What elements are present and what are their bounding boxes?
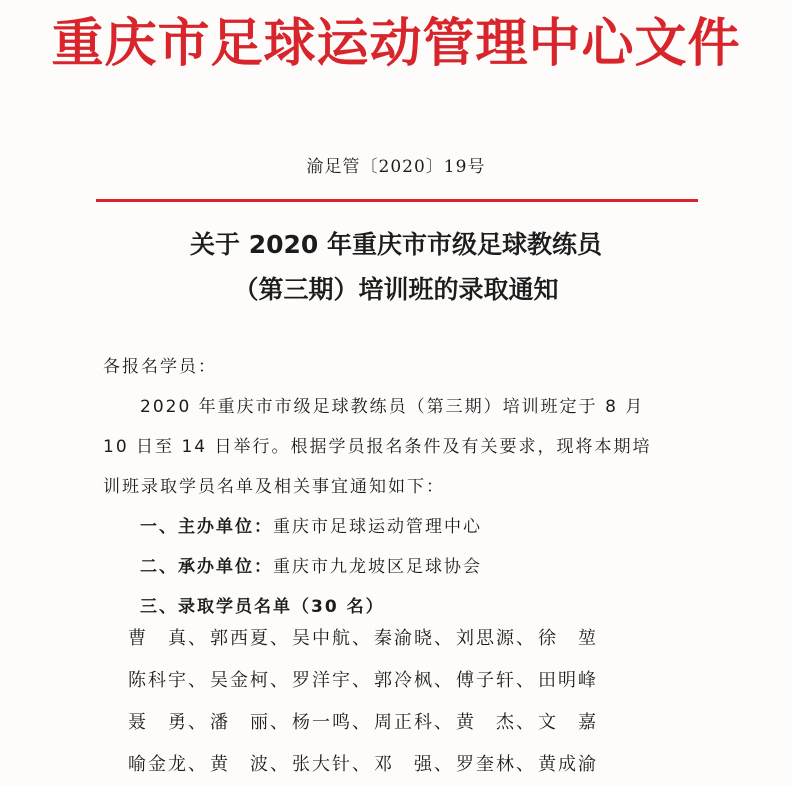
paragraph-line-1: 2020 年重庆市市级足球教练员（第三期）培训班定于 8 月 [140, 397, 645, 417]
red-divider-line [96, 199, 698, 202]
org-header-title: 重庆市足球运动管理中心文件 [51, 14, 741, 74]
notice-title-line2: （第三期）培训班的录取通知 [233, 275, 559, 304]
student-name: 黄成渝 [538, 754, 598, 775]
section-organizer-label: 一、主办单位： [140, 517, 273, 537]
section-organizer [140, 512, 740, 537]
student-name: 周正科、 [374, 712, 454, 733]
student-name: 刘思源、 [456, 628, 536, 649]
paragraph-line-3: 训班录取学员名单及相关事宜通知如下： [103, 477, 445, 497]
student-name: 潘 丽、 [210, 712, 290, 733]
student-name: 秦渝晓、 [374, 628, 454, 649]
student-name: 罗洋宇、 [292, 670, 372, 691]
student-name: 邓 强、 [374, 754, 454, 775]
student-name: 文 嘉 [538, 712, 598, 733]
student-name: 吴金柯、 [210, 670, 290, 691]
student-row [128, 618, 620, 660]
paragraph-line-2: 10 日至 14 日举行。根据学员报名条件及有关要求，现将本期培 [103, 437, 652, 457]
section-host [140, 552, 740, 577]
section-student-list-heading: 三、录取学员名单（30 名） [140, 597, 385, 617]
student-row [128, 660, 620, 702]
student-name: 杨一鸣、 [292, 712, 372, 733]
section-host-label: 二、承办单位： [140, 557, 273, 577]
student-name: 黄 杰、 [456, 712, 536, 733]
student-name: 黄 波、 [210, 754, 290, 775]
student-name: 徐 堃 [538, 628, 598, 649]
notice-title [0, 222, 792, 312]
section-organizer-value: 重庆市足球运动管理中心 [273, 517, 482, 537]
student-name: 郭冷枫、 [374, 670, 454, 691]
student-name: 郭西夏、 [210, 628, 290, 649]
student-row [128, 702, 620, 744]
student-name: 陈科宇、 [128, 670, 208, 691]
student-row [128, 744, 620, 786]
student-name: 曹 真、 [128, 628, 208, 649]
student-name: 田明峰 [538, 670, 598, 691]
notice-title-line1: 关于 2020 年重庆市市级足球教练员 [190, 230, 602, 259]
student-name: 聂 勇、 [128, 712, 208, 733]
student-name: 傅子轩、 [456, 670, 536, 691]
student-name: 张大针、 [292, 754, 372, 775]
section-host-value: 重庆市九龙坡区足球协会 [273, 557, 482, 577]
document-number: 渝足管〔2020〕19号 [306, 157, 486, 177]
student-name-list [128, 618, 620, 786]
student-name: 吴中航、 [292, 628, 372, 649]
salutation: 各报名学员： [103, 357, 217, 377]
student-name: 喻金龙、 [128, 754, 208, 775]
student-name: 罗奎林、 [456, 754, 536, 775]
